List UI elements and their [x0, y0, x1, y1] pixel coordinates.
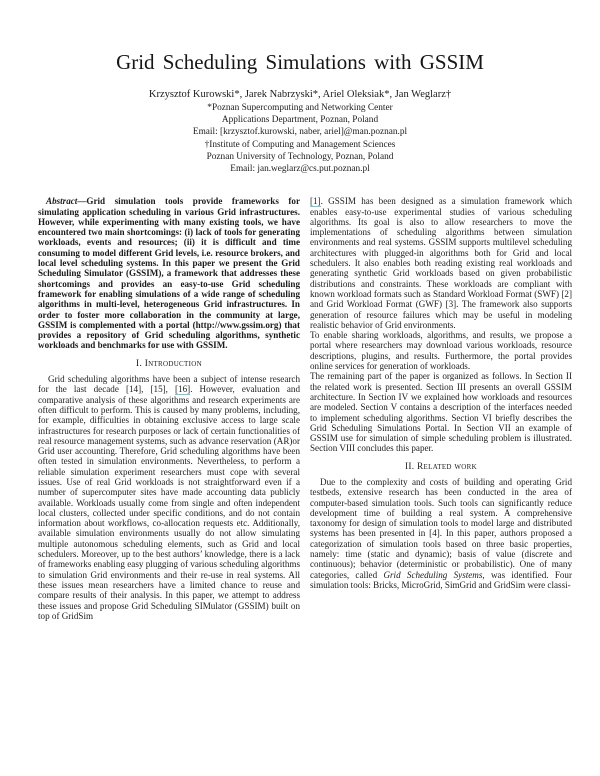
related-work-text: Due to the complexity and costs of building and operating Grid testbeds, extensive research has been conducted in the area of computer-based simulation tools. Such tools can significantly reduce development time of building a real system. A comprehensive taxonomy for design of simulation tools to model large and distributed systems has been presented in [4]. In this paper, authors proposed a categorization of simulation tools based on three basic properties, namely: time (static and dynamic); basis of value (discrete and continuous); behavior (deterministic or probabilistic). One of many categories, called — [310, 477, 572, 580]
two-column-body — [38, 196, 572, 621]
introduction-paragraph-1 — [38, 374, 300, 621]
paper-title: Grid Scheduling Simulations with GSSIM — [116, 50, 484, 74]
introduction-paragraph-3: The remaining part of the paper is organized as follows. In Section II the related work is presented. Section III presents an overall GSSIM architecture. In Section IV we explained how workloads and resources are modeled. Section V contains a description of the interfaces needed to implement scheduling algorithms. Section VI briefly describes the Grid Scheduling Simulations Portal. In Section VII an example of GSSIM use for simulation of simple scheduling problem is illustrated. Section VIII concludes this paper. — [310, 371, 572, 454]
affiliation-line: Applications Department, Poznan, Poland — [221, 115, 379, 126]
introduction-paragraph-1-continuation — [310, 196, 572, 330]
affiliation-line: Poznan University of Technology, Poznan, Poland — [206, 151, 394, 162]
affiliation-line: *Poznan Supercomputing and Networking Center — [207, 103, 393, 114]
citation-link-1[interactable]: [1] — [310, 196, 321, 207]
authors-line: Krzysztof Kurowski*, Jarek Nabrzyski*, Ariel Oleksiak*, Jan Weglarz† — [148, 89, 452, 101]
introduction-p1-text: Grid scheduling algorithms have been a subject of intense research for the last decade [14], [15], — [38, 374, 300, 395]
abstract-text: —Grid simulation tools provide frameworks for simulating application scheduling in various Grid infrastructures. However, while experimenting with many existing tools, we have encountered two main shortcomings: (i) lack of tools for generating workloads, events and resources; (ii) it is difficult and time consuming to model different Grid levels, i.e. resource brokers, and local level scheduling systems. In this paper we present the Grid Scheduling Simulator (GSSIM), a framework that addresses these shortcomings and provides an easy-to-use Grid scheduling framework for enabling simulations of a wide range of scheduling algorithms in multi-level, heterogeneous Grid infrastructures. In order to foster more collaboration in the community at large, GSSIM is complemented with a portal (http://www.gssim.org) that provides a repository of Grid scheduling algorithms, synthetic workloads and benchmarks for use with GSSIM. — [38, 196, 300, 351]
affiliation-line: †Institute of Computing and Management Sciences — [204, 139, 396, 150]
introduction-p1-text-continued: . However, evaluation and comparative analysis of these algorithms and research experiments are often difficult to perform. This is caused by many problems, including, for example, difficulties in obtaining exclusive access to large scale infrastructures for research purposes or lack of certain functionalities of real resource management systems, such as advance reservation (AR)or Grid user accounting. Therefore, Grid scheduling algorithms have been often tested in simulation environments. Nevertheless, to perform a reliable simulation experiment researchers must cope with several issues. Use of real Grid workloads is not straightforward even if a number of supercomputer sites have made accounting data publicly available. Workloads usually come from single and often independent local clusters, collected under specific conditions, and do not contain information about workflows, co-allocation requests etc. Additionally, available simulation environments usually do not allow simulating multiple autonomous scheduling elements, such as Grid and local schedulers. Moreover, up to the best authors’ knowledge, there is a lack of frameworks enabling easy plugging of various scheduling algorithms to simulation Grid environments and their re-use in real systems. All these issues mean researchers have a limited chance to reuse and compare results of their analysis. In this paper, we attempt to address these issues and propose Grid Scheduling SIMulator (GSSIM) built on top of GridSim — [38, 384, 300, 621]
related-work-italic-term: Grid Scheduling Systems — [383, 569, 483, 580]
related-work-text-continued: , was identified. Four simulation tools: Bricks, MicroGrid, SimGrid and GridSim were classi- — [310, 569, 572, 590]
section-heading-introduction: I. Introduction — [136, 358, 202, 369]
section-heading-related-work: II. Related work — [405, 461, 477, 472]
introduction-continuation-text: . GSSIM has been designed as a simulation framework which enables easy-to-use experimental studies of various scheduling algorithms. Its goal is also to allow researchers to move the implementations of scheduling algorithms between simulation environments and real systems. GSSIM supports multilevel scheduling architectures with plugged-in algorithms both for Grid and local schedulers. It also enables both reading existing real workloads and generating synthetic Grid workloads based on given probabilistic distributions and constraints. These workloads are compliant with known workload formats such as Standard Workload Format (SWF) [2] and Grid Workload Format (GWF) [3]. The framework also supports generation of resource failures which may be useful in modeling realistic behavior of Grid environments. — [310, 196, 572, 330]
affiliation-email: Email: [krzysztof.kurowski, naber, ariel]@man.poznan.pl — [192, 127, 408, 138]
abstract-label: Abstract — [46, 196, 78, 207]
left-column — [38, 196, 300, 621]
right-column — [310, 196, 572, 621]
citation-link-16[interactable]: [16] — [175, 384, 191, 395]
related-work-paragraph-1 — [310, 477, 572, 590]
introduction-paragraph-2: To enable sharing workloads, algorithms, and results, we propose a portal where researchers may download various workloads, resource descriptions, plugins, and results. Furthermore, the portal provides online services for generation of workloads. — [310, 330, 572, 372]
abstract-paragraph — [38, 196, 300, 350]
affiliations-block — [0, 102, 600, 175]
affiliation-email: Email: jan.weglarz@cs.put.poznan.pl — [230, 164, 370, 175]
